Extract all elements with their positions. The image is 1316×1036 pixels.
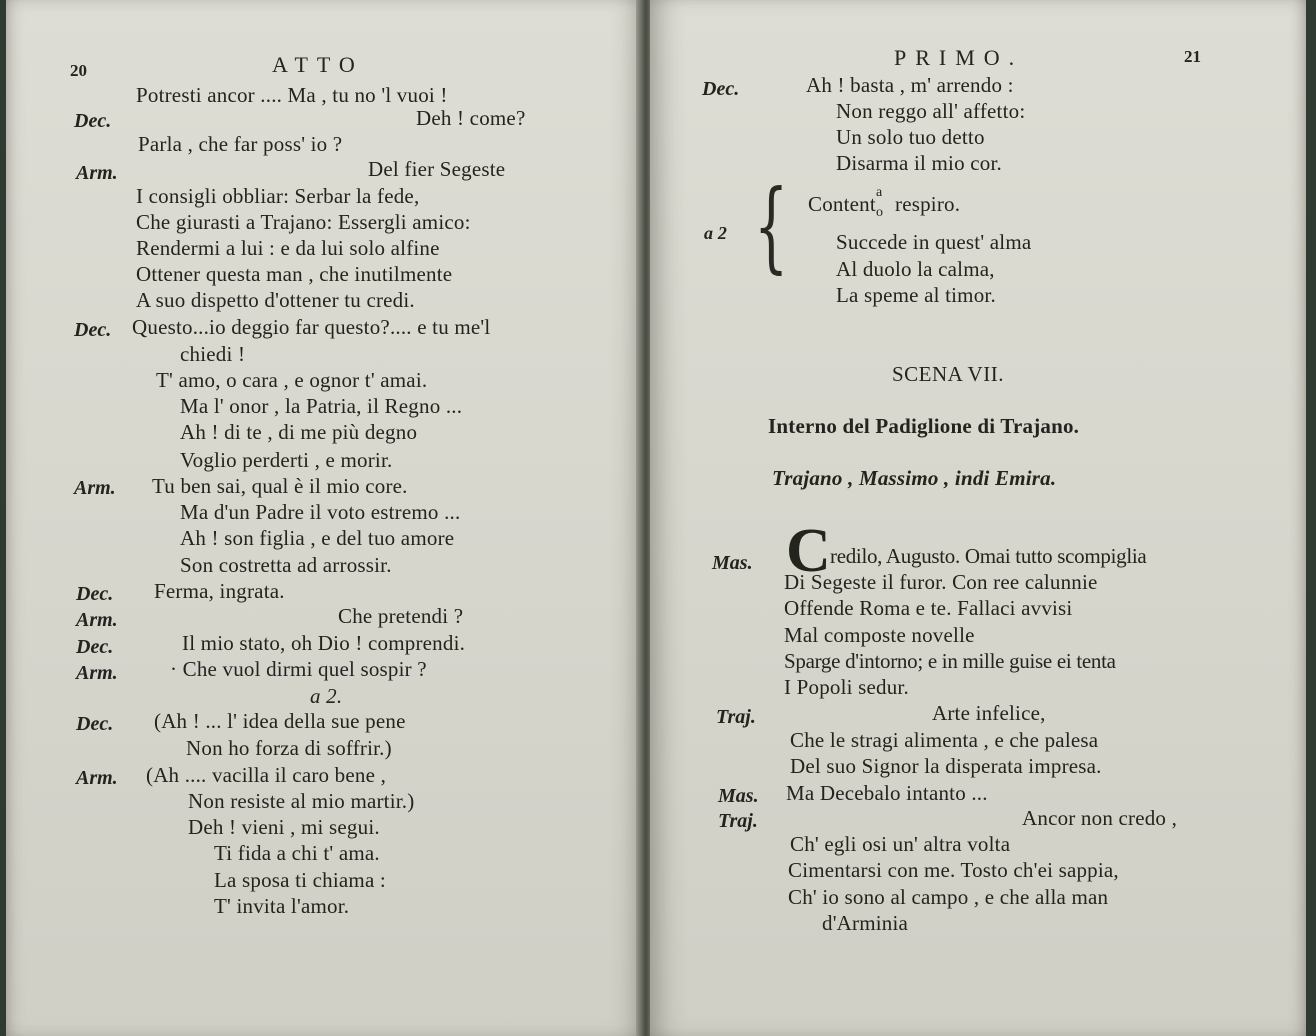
verse-line: respiro.	[895, 192, 961, 216]
verse-line: A suo dispetto d'ottener tu credi.	[136, 288, 415, 312]
speaker-label: Traj.	[716, 706, 756, 728]
verse-line: Disarma il mio cor.	[836, 151, 1002, 175]
verse-line: Questo...io deggio far questo?.... e tu me'l	[132, 315, 491, 339]
duet-marker: a 2.	[310, 684, 343, 708]
verse-line: Deh ! come?	[416, 106, 526, 130]
verse-line: Ma l' onor , la Patria, il Regno ...	[180, 394, 463, 418]
right-page	[650, 0, 1306, 1036]
speaker-label: Arm.	[74, 477, 116, 499]
page-number: 20	[70, 61, 87, 80]
verse-line: Del suo Signor la disperata impresa.	[790, 754, 1102, 778]
verse-line: Succede in quest' alma	[836, 230, 1032, 254]
page-number: 21	[1184, 47, 1201, 66]
verse-line: Cimentarsi con me. Tosto ch'ei sappia,	[788, 858, 1119, 882]
verse-line: chiedi !	[180, 342, 246, 366]
speaker-label: Mas.	[712, 552, 753, 574]
verse-line: Rendermi a lui : e da lui solo alfine	[136, 236, 440, 260]
scene-setting: Interno del Padiglione di Trajano.	[768, 414, 1080, 438]
speaker-label: Dec.	[74, 110, 112, 132]
verse-line: Ma Decebalo intanto ...	[786, 781, 988, 805]
drop-cap: C	[786, 517, 831, 585]
verse-line: Arte infelice,	[932, 701, 1046, 725]
verse-line: Che le stragi alimenta , e che palesa	[790, 728, 1099, 752]
verse-line: Non reggo all' affetto:	[836, 99, 1026, 123]
verse-line: Potresti ancor .... Ma , tu no 'l vuoi !	[136, 83, 448, 107]
verse-line: T' amo, o cara , e ognor t' amai.	[156, 368, 428, 392]
verse-line: Ancor non credo ,	[1022, 806, 1178, 830]
verse-line: Ch' egli osi un' altra volta	[790, 832, 1011, 856]
speaker-label: Arm.	[76, 662, 118, 684]
verse-line: Ferma, ingrata.	[154, 579, 285, 603]
verse-line: Mal composte novelle	[784, 623, 975, 647]
verse-line: Non resiste al mio martir.)	[188, 789, 415, 813]
verse-line: I consigli obbliar: Serbar la fede,	[136, 184, 420, 208]
brace-icon: {	[754, 170, 789, 284]
speaker-label: Traj.	[718, 810, 758, 832]
verse-line: La speme al timor.	[836, 283, 996, 307]
running-head: ATTO	[272, 52, 364, 77]
verse-line: Non ho forza di soffrir.)	[186, 736, 392, 760]
verse-line: Son costretta ad arrossir.	[180, 553, 392, 577]
verse-line: Content	[808, 192, 876, 216]
verse-line: La sposa ti chiama :	[214, 868, 386, 892]
verse-line: Tu ben sai, qual è il mio core.	[152, 474, 408, 498]
verse-line: Ti fida a chi t' ama.	[214, 841, 380, 865]
verse-line: (Ah .... vacilla il caro bene ,	[146, 763, 387, 787]
gender-ending-upper: a	[876, 185, 883, 200]
verse-line: Del fier Segeste	[368, 157, 506, 181]
verse-line: Ah ! son figlia , e del tuo amore	[180, 526, 455, 550]
speaker-label: Arm.	[76, 609, 118, 631]
left-page	[6, 0, 642, 1036]
speaker-label: Mas.	[718, 785, 759, 807]
verse-line: Ah ! basta , m' arrendo :	[806, 73, 1014, 97]
verse-line: redilo, Augusto. Omai tutto scompiglia	[830, 544, 1147, 568]
verse-line: (Ah ! ... l' idea della sue pene	[154, 709, 406, 733]
verse-line: Parla , che far poss' io ?	[138, 132, 343, 156]
scene-characters: Trajano , Massimo , indi Emira.	[772, 466, 1057, 490]
verse-line: Il mio stato, oh Dio ! comprendi.	[182, 631, 466, 655]
verse-line: I Popoli sedur.	[784, 675, 909, 699]
verse-line: Voglio perderti , e morir.	[180, 448, 393, 472]
verse-line: Al duolo la calma,	[836, 257, 995, 281]
speaker-label: Dec.	[74, 319, 112, 341]
speaker-label: Dec.	[702, 78, 740, 100]
verse-line: Un solo tuo detto	[836, 125, 985, 149]
verse-line: Ma d'un Padre il voto estremo ...	[180, 500, 461, 524]
verse-line: Ah ! di te , di me più degno	[180, 420, 418, 444]
verse-line: d'Arminia	[822, 911, 909, 935]
speaker-label: Dec.	[76, 713, 114, 735]
verse-line: Che pretendi ?	[338, 604, 464, 628]
running-head: PRIMO.	[894, 45, 1024, 70]
verse-line: · Che vuol dirmi quel sospir ?	[170, 657, 427, 681]
verse-line: T' invita l'amor.	[214, 894, 350, 918]
speaker-label: Dec.	[76, 583, 114, 605]
gender-ending-lower: o	[876, 205, 883, 220]
scene-heading: SCENA VII.	[892, 362, 1004, 386]
speaker-label: Dec.	[76, 636, 114, 658]
verse-line: Deh ! vieni , mi segui.	[188, 815, 380, 839]
verse-line: Sparge d'intorno; e in mille guise ei tenta	[784, 649, 1116, 673]
verse-line: Di Segeste il furor. Con ree calunnie	[784, 570, 1098, 594]
verse-line: Ottener questa man , che inutilmente	[136, 262, 453, 286]
duet-label: a 2	[704, 223, 728, 243]
speaker-label: Arm.	[76, 162, 118, 184]
speaker-label: Arm.	[76, 767, 118, 789]
verse-line: Offende Roma e te. Fallaci avvisi	[784, 596, 1073, 620]
verse-line: Che giurasti a Trajano: Essergli amico:	[136, 210, 471, 234]
verse-line: Ch' io sono al campo , e che alla man	[788, 885, 1109, 909]
